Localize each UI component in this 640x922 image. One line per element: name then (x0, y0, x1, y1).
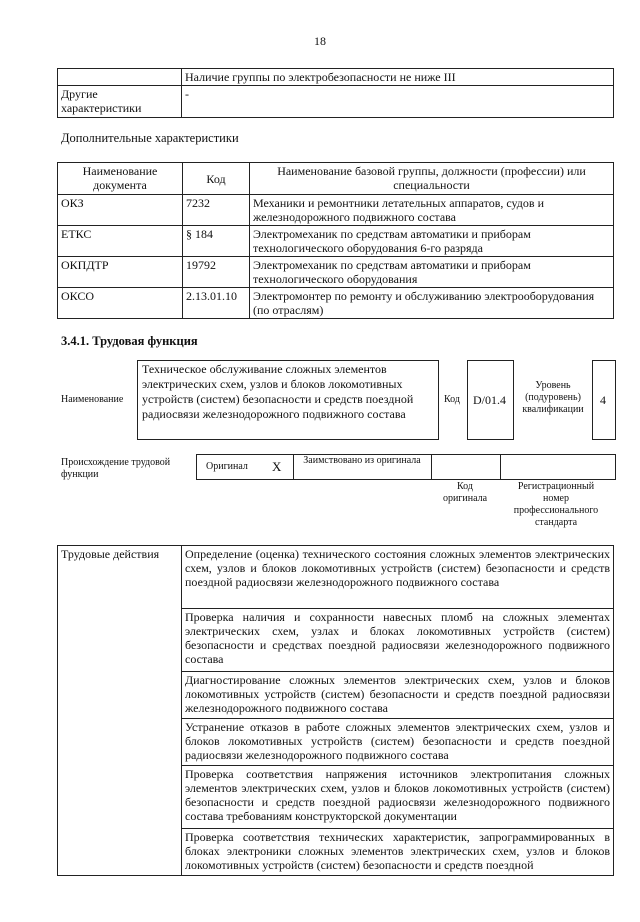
table-row: ЕТКС § 184 Электромеханик по средствам автоматики и приборам технологического оборудования 6-го разряда (58, 226, 614, 257)
table-row: ОКСО 2.13.01.10 Электромонтер по ремонту и обслуживанию электрооборудования (по отраслям) (58, 288, 614, 319)
additional-characteristics-table (57, 162, 614, 319)
origin-original-mark: X (272, 459, 282, 474)
origin-borrowed-label: Заимствовано из оригинала (303, 455, 421, 466)
electrical-safety-requirement: Наличие группы по электробезопасности не ниже III (182, 69, 614, 86)
other-characteristics-label: Другие характеристики (58, 86, 182, 118)
list-item: Проверка соответствия напряжения источников электропитания сложных элементов электрических схем, узлов и блоков локомотивных устройств (систем) безопасности и средств поездной радиосвязи железнодорожного подвижного состава требованиям конструкторской документации (182, 766, 614, 829)
requirements-table (57, 68, 614, 118)
function-name-value: Техническое обслуживание сложных элементов электрических схем, узлов и блоков локомотивных устройств (систем) безопасности и средств поездной радиосвязи железнодорожного подвижного состава (142, 362, 414, 421)
list-item: Проверка наличия и сохранности навесных пломб на сложных элементах электрических схем, узлах и блоках локомотивных устройств (систем) безопасности и средствах поездной радиосвязи железнодорожного подвижного состава (182, 609, 614, 672)
table-row: ОКЗ 7232 Механики и ремонтники летательных аппаратов, судов и железнодорожного подвижного состава (58, 195, 614, 226)
table-row: ОКПДТР 19792 Электромеханик по средствам автоматики и приборам технологического оборудования (58, 257, 614, 288)
header-code: Код (183, 163, 250, 195)
header-group-name: Наименование базовой группы, должности (профессии) или специальности (250, 163, 614, 195)
qualification-level-value: 4 (600, 393, 606, 407)
origin-original-label: Оригинал (206, 461, 248, 472)
other-characteristics-value: - (182, 86, 614, 118)
function-code-value: D/01.4 (473, 393, 506, 407)
labour-actions-table (57, 545, 614, 876)
origin-code-caption: Код оригинала (442, 481, 488, 504)
origin-code-cell (431, 454, 501, 480)
qualification-level-label: Уровень (подуровень) квалификации (522, 380, 584, 415)
list-item: Проверка соответствия технических характеристик, запрограммированных в блоках электроники сложных элементов электрических схем, узлов и блоков локомотивных устройств (систем) безопасности и средств поездной (182, 829, 614, 876)
header-document: Наименование документа (58, 163, 183, 195)
list-item: Устранение отказов в работе сложных элементов электрических схем, узлов и блоков локомотивных устройств (систем) безопасности и средств поездной радиосвязи железнодорожного подвижного состава (182, 719, 614, 766)
origin-label: Происхождение трудовой функции (61, 457, 171, 480)
function-name-label: Наименование (61, 394, 124, 405)
origin-reg-number-cell (500, 454, 616, 480)
function-code-label: Код (444, 394, 460, 405)
list-item: Диагностирование сложных элементов электрических схем, узлов и блоков локомотивных устройств (систем) безопасности и средств поездной радиосвязи железнодорожного подвижного состава (182, 672, 614, 719)
labour-actions-label: Трудовые действия (58, 546, 182, 876)
origin-reg-caption: Регистрационный номер профессионального стандарта (513, 481, 599, 528)
list-item: Определение (оценка) технического состояния сложных элементов электрических схем, узлов и блоков локомотивных устройств (систем) безопасности и средств поездной радиосвязи железнодорожного подвижного состава (182, 546, 614, 609)
additional-characteristics-heading: Дополнительные характеристики (61, 131, 239, 145)
page-number: 18 (314, 34, 326, 48)
section-title: 3.4.1. Трудовая функция (61, 334, 198, 348)
